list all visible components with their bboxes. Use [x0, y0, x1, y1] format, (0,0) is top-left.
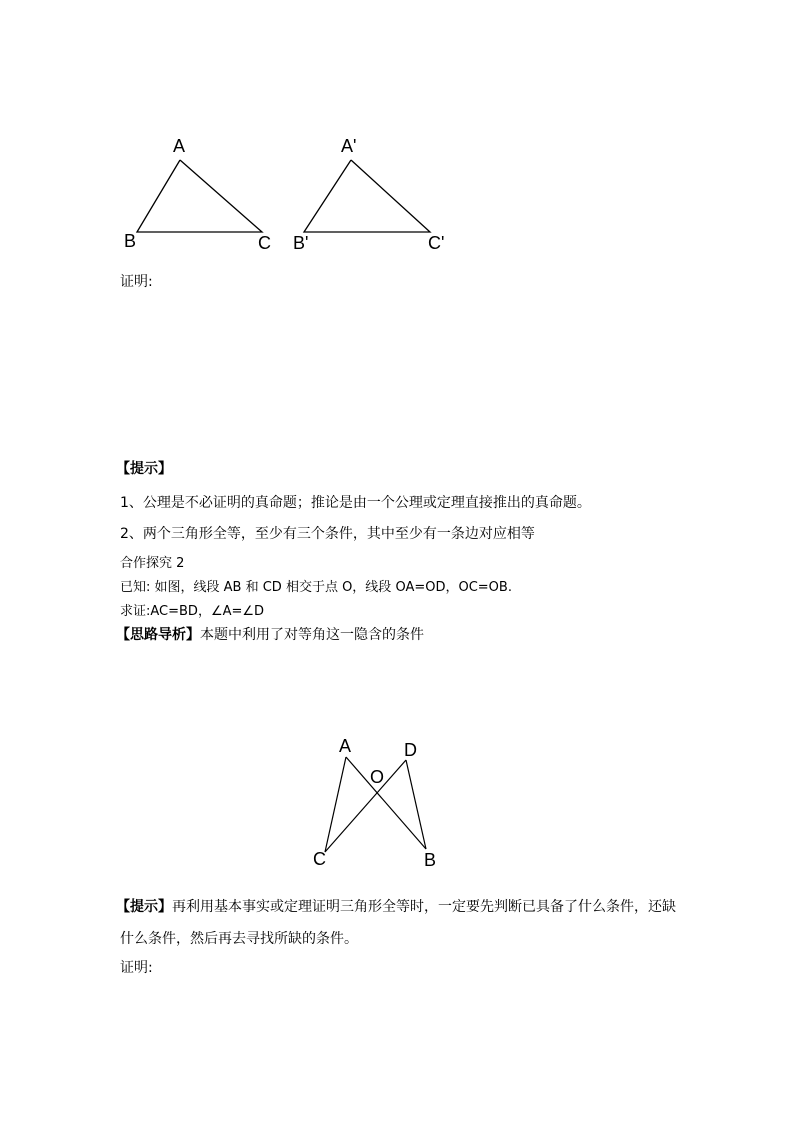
hint-item-1: 1、公理是不必证明的真命题；推论是由一个公理或定理直接推出的真命题。: [120, 495, 591, 511]
hint2-line-1: [116, 896, 676, 916]
label-c: C: [258, 233, 271, 253]
label-c: C: [313, 849, 326, 869]
given-statement: 已知: 如图，线段 AB 和 CD 相交于点 O，线段 OA=OD，OC=OB.: [120, 580, 512, 595]
label-o: O: [370, 767, 385, 787]
label-b: B: [124, 231, 137, 251]
segment-db: [406, 760, 426, 849]
proof-label-1: 证明:: [120, 274, 153, 290]
segment-ac: [325, 757, 346, 852]
label-a: A: [339, 736, 352, 756]
segment-ab: [346, 757, 426, 849]
label-c-prime: C': [428, 233, 445, 253]
analysis-text: 本题中利用了对等角这一隐含的条件: [200, 627, 424, 643]
hint-heading: 【提示】: [116, 461, 172, 477]
label-b: B: [424, 850, 437, 870]
hint-item-2: 2、两个三角形全等，至少有三个条件，其中至少有一条边对应相等: [120, 526, 535, 542]
segment-cd: [325, 760, 406, 852]
analysis-heading: 【思路导析】: [116, 627, 200, 643]
proof-label-2: 证明:: [120, 960, 153, 976]
label-b-prime: B': [293, 233, 309, 253]
hint2-heading: 【提示】: [116, 899, 172, 915]
label-a: A: [173, 136, 186, 156]
label-d: D: [404, 740, 417, 760]
prove-statement: 求证:AC=BD，∠A=∠D: [120, 604, 265, 619]
explore-title: 合作探究 2: [120, 556, 185, 571]
hint2-line-2: 什么条件，然后再去寻找所缺的条件。: [120, 931, 358, 947]
hint2-text: 再利用基本事实或定理证明三角形全等时，一定要先判断已具备了什么条件，还缺: [172, 899, 676, 915]
label-a-prime: A': [341, 136, 357, 156]
